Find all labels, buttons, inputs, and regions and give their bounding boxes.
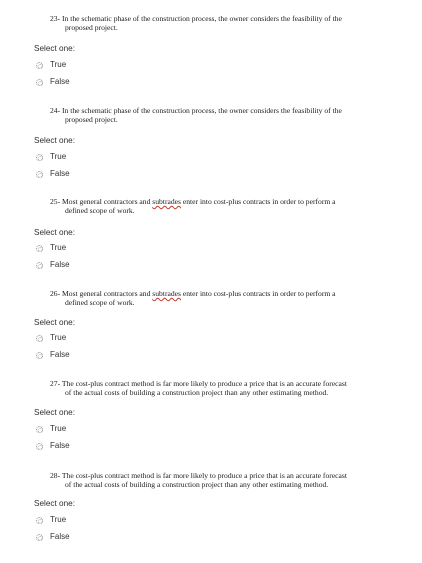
option-false[interactable] bbox=[36, 169, 70, 179]
option-false[interactable] bbox=[36, 350, 70, 360]
question-text bbox=[50, 379, 402, 397]
radio-icon[interactable] bbox=[36, 262, 43, 269]
question-28 bbox=[0, 471, 422, 563]
question-24 bbox=[0, 106, 422, 198]
radio-icon[interactable] bbox=[36, 426, 43, 433]
radio-icon[interactable] bbox=[36, 534, 43, 541]
radio-icon[interactable] bbox=[36, 443, 43, 450]
question-23 bbox=[0, 14, 422, 106]
question-text bbox=[50, 14, 402, 32]
question-line2: of the actual costs of building a construction project than any other estimating method. bbox=[65, 388, 329, 397]
option-true[interactable] bbox=[36, 243, 66, 253]
question-line1-part2: enter into cost-plus contracts in order to perform a bbox=[180, 289, 336, 298]
radio-icon[interactable] bbox=[36, 62, 43, 69]
radio-icon[interactable] bbox=[36, 154, 43, 161]
option-true[interactable] bbox=[36, 60, 66, 70]
option-true[interactable] bbox=[36, 152, 66, 162]
option-label: True bbox=[50, 333, 67, 342]
select-one-label: Select one: bbox=[34, 136, 75, 145]
question-line1: The cost-plus contract method is far more likely to produce a price that is an accurate forecast bbox=[61, 379, 347, 388]
question-number: 24- bbox=[50, 106, 61, 115]
radio-icon[interactable] bbox=[36, 352, 43, 359]
question-line1: In the schematic phase of the construction process, the owner considers the feasibility of the bbox=[62, 14, 342, 23]
option-false[interactable] bbox=[36, 77, 70, 87]
option-label: True bbox=[50, 152, 67, 161]
option-label: True bbox=[50, 424, 67, 433]
question-number: 25- bbox=[50, 197, 61, 206]
question-number: 28- bbox=[50, 471, 61, 480]
question-line1-part2: enter into cost-plus contracts in order to perform a bbox=[180, 197, 336, 206]
question-text bbox=[50, 471, 402, 489]
question-26 bbox=[0, 289, 422, 381]
select-one-label: Select one: bbox=[34, 499, 75, 508]
question-text bbox=[50, 197, 402, 215]
question-line1: The cost-plus contract method is far more likely to produce a price that is an accurate forecast bbox=[61, 471, 347, 480]
question-number: 27- bbox=[50, 379, 61, 388]
option-true[interactable] bbox=[36, 424, 66, 434]
question-line2: defined scope of work. bbox=[65, 206, 135, 215]
option-true[interactable] bbox=[36, 333, 66, 343]
select-one-label: Select one: bbox=[34, 44, 75, 53]
question-line1-part1: Most general contractors and bbox=[62, 197, 153, 206]
question-line2: defined scope of work. bbox=[65, 298, 135, 307]
question-27 bbox=[0, 379, 422, 471]
question-line2: proposed project. bbox=[65, 115, 118, 124]
option-label: False bbox=[50, 532, 70, 541]
question-line2: proposed project. bbox=[65, 23, 118, 32]
spelling-flagged-word: subtrades bbox=[152, 197, 181, 206]
option-label: True bbox=[50, 243, 67, 252]
question-text bbox=[50, 289, 402, 307]
option-label: False bbox=[50, 260, 70, 269]
radio-icon[interactable] bbox=[36, 171, 43, 178]
select-one-label: Select one: bbox=[34, 408, 75, 417]
option-false[interactable] bbox=[36, 532, 70, 542]
question-number: 23- bbox=[50, 14, 61, 23]
spelling-flagged-word: subtrades bbox=[152, 289, 181, 298]
option-label: False bbox=[50, 441, 70, 450]
question-line1-part1: Most general contractors and bbox=[62, 289, 153, 298]
question-text bbox=[50, 106, 402, 124]
select-one-label: Select one: bbox=[34, 228, 75, 237]
radio-icon[interactable] bbox=[36, 517, 43, 524]
option-false[interactable] bbox=[36, 441, 70, 451]
option-true[interactable] bbox=[36, 515, 66, 525]
option-label: False bbox=[50, 350, 70, 359]
question-line1: In the schematic phase of the construction process, the owner considers the feasibility of the bbox=[62, 106, 342, 115]
option-label: True bbox=[50, 60, 67, 69]
question-25 bbox=[0, 197, 422, 289]
radio-icon[interactable] bbox=[36, 79, 43, 86]
radio-icon[interactable] bbox=[36, 245, 43, 252]
question-line2: of the actual costs of building a construction project than any other estimating method. bbox=[65, 480, 329, 489]
radio-icon[interactable] bbox=[36, 335, 43, 342]
select-one-label: Select one: bbox=[34, 318, 75, 327]
question-number: 26- bbox=[50, 289, 61, 298]
option-false[interactable] bbox=[36, 260, 70, 270]
option-label: False bbox=[50, 77, 70, 86]
option-label: True bbox=[50, 515, 67, 524]
option-label: False bbox=[50, 169, 70, 178]
